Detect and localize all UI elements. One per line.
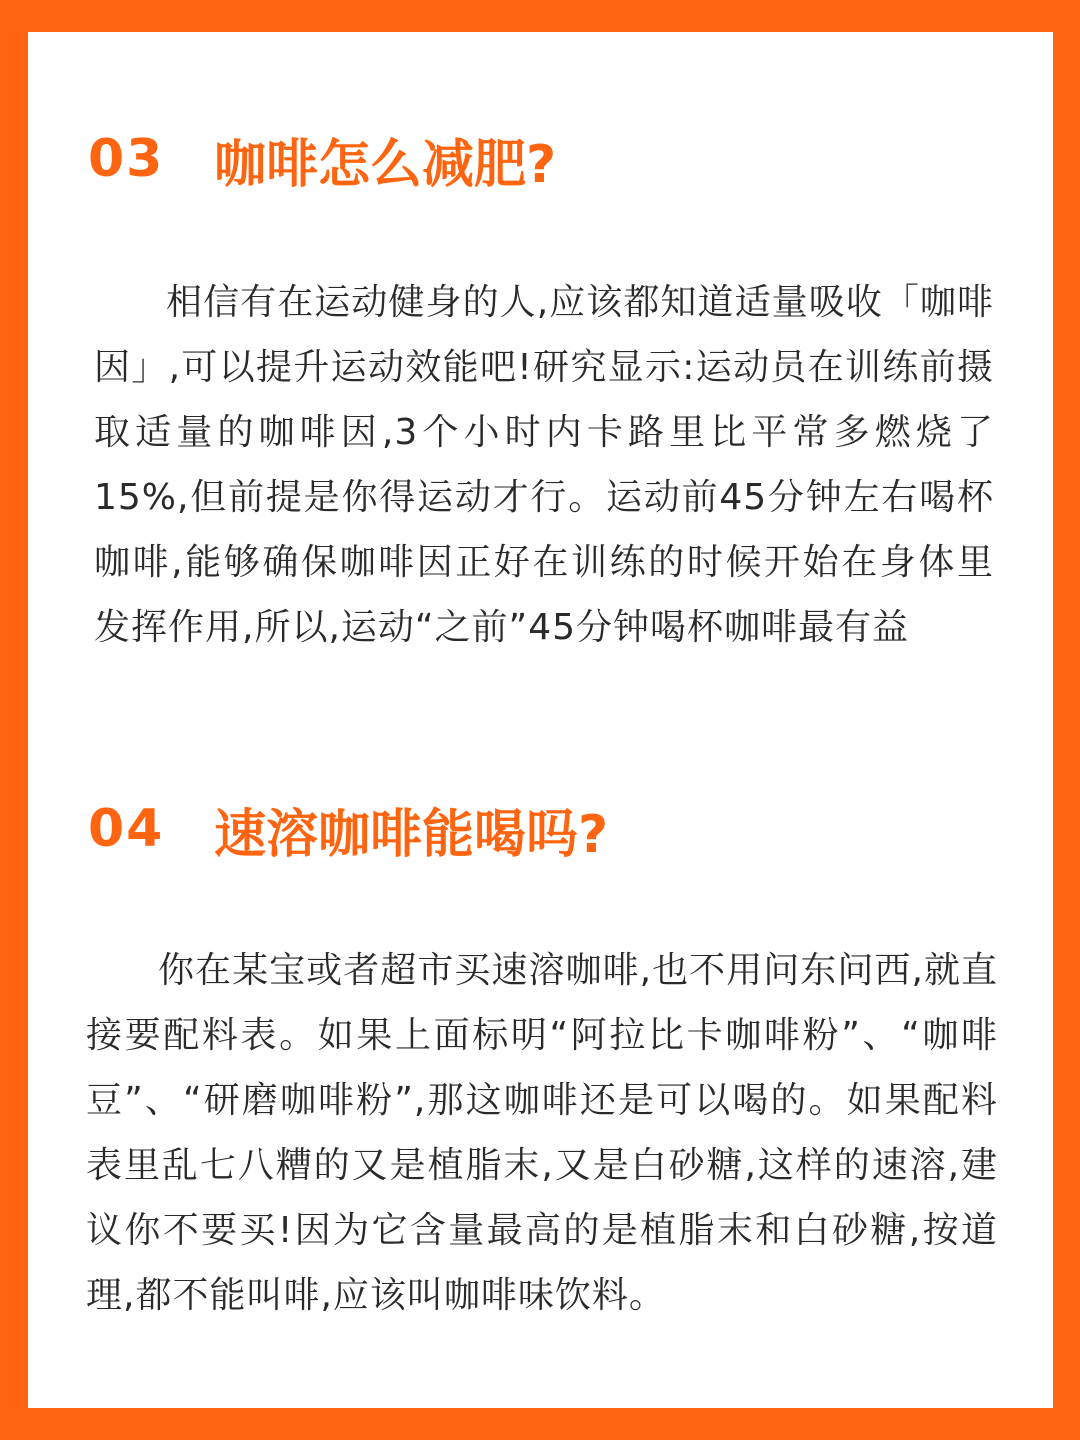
section-title: 速溶咖啡能喝吗?: [214, 804, 609, 865]
section-title: 咖啡怎么减肥?: [214, 134, 557, 195]
section-body: 你在某宝或者超市买速溶咖啡,也不用问东问西,就直接要配料表。如果上面标明“阿拉比卡咖啡粉”、“咖啡豆”、“研磨咖啡粉”,那这咖啡还是可以喝的。如果配料表里乱七八糟的又是植脂末,又是白砂糖,这样的速溶,建议你不要买!因为它含量最高的是植脂末和白砂糖,按道理,都不能叫啡,应该叫咖啡味饮料。: [86, 950, 998, 1316]
section-number: 03: [88, 129, 165, 189]
section-heading: [88, 124, 556, 194]
section-heading: [88, 794, 608, 864]
article-card: [28, 32, 1053, 1408]
section-body: 相信有在运动健身的人,应该都知道适量吸收「咖啡因」,可以提升运动效能吧!研究显示:运动员在训练前摄取适量的咖啡因,3个小时内卡路里比平常多燃烧了15%,但前提是你得运动才行。运动前45分钟左右喝杯咖啡,能够确保咖啡因正好在训练的时候开始在身体里发挥作用,所以,运动“之前”45分钟喝杯咖啡最有益: [94, 282, 994, 648]
section-number: 04: [88, 799, 165, 859]
